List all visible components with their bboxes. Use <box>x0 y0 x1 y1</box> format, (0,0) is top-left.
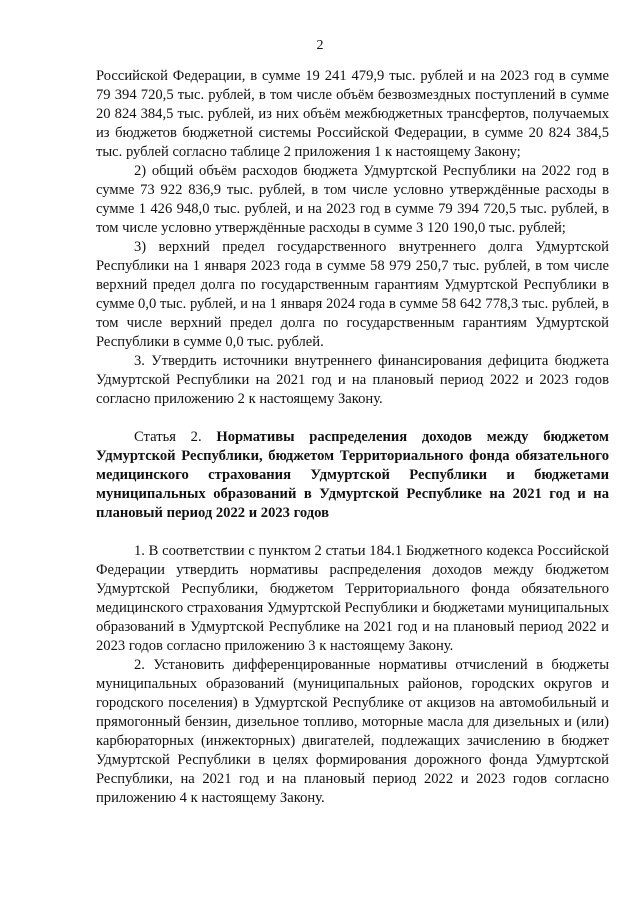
article-title: Нормативы распределения доходов между бюджетом Удмуртской Республики, бюджетом Территориального фонда обязательного медицинского страхования Удмуртской Республики и бюджетами муниципальных образований в Удмуртской Республике на 2021 год и на плановый период 2022 и 2023 годов <box>96 429 609 521</box>
paragraph-expenditure-total: 2) общий объём расходов бюджета Удмуртской Республики на 2022 год в сумме 73 922 836,9 тыс. рублей, в том числе условно утверждённые расходы в сумме 1 426 948,0 тыс. рублей, и на 2023 год в сумме 79 394 720,5 тыс. рублей, в том числе условно утверждённые расходы в сумме 3 120 190,0 тыс. рублей; <box>96 163 609 236</box>
paragraph-revenue-norms: 1. В соответствии с пунктом 2 статьи 184.1 Бюджетного кодекса Российской Федерации утвердить нормативы распределения доходов между бюджетом Удмуртской Республики, бюджетом Территориального фонда обязательного медицинского страхования Удмуртской Республики и бюджетами муниципальных образований в Удмуртской Республике на 2021 год и на плановый период 2022 и 2023 годов согласно приложению 3 к настоящему Закону. <box>96 543 609 654</box>
article-heading <box>96 428 609 523</box>
article-label: Статья 2. <box>134 429 202 445</box>
paragraph-debt-limit: 3) верхний предел государственного внутреннего долга Удмуртской Республики на 1 января 2023 года в сумме 58 979 250,7 тыс. рублей, в том числе верхний предел долга по государственным гарантиям Удмуртской Республики в сумме 0,0 тыс. рублей, и на 1 января 2024 года в сумме 58 642 778,3 тыс. рублей, в том числе верхний предел долга по государственным гарантиям Удмуртской Республики в сумме 0,0 тыс. рублей. <box>96 239 609 350</box>
paragraph-excise-norms: 2. Установить дифференцированные нормативы отчислений в бюджеты муниципальных образований (муниципальных районов, городских округов и городского поселения) в Удмуртской Республике от акцизов на автомобильный и прямогонный бензин, дизельное топливо, моторные масла для дизельных и (или) карбюраторных (инжекторных) двигателей, подлежащих зачислению в бюджет Удмуртской Республики в целях формирования дорожного фонда Удмуртской Республики, на 2021 год и на плановый период 2022 и 2023 годов согласно приложению 4 к настоящему Закону. <box>96 657 609 806</box>
paragraph-deficit-sources: 3. Утвердить источники внутреннего финансирования дефицита бюджета Удмуртской Республики на 2021 год и на плановый период 2022 и 2023 годов согласно приложению 2 к настоящему Закону. <box>96 353 609 407</box>
document-body <box>96 67 609 808</box>
paragraph-revenue-2023: Российской Федерации, в сумме 19 241 479,9 тыс. рублей и на 2023 год в сумме 79 394 720,5 тыс. рублей, в том числе объём безвозмездных поступлений в сумме 20 824 384,5 тыс. рублей, из них объём межбюджетных трансфертов, получаемых из бюджетов бюджетной системы Российской Федерации, в сумме 20 824 384,5 тыс. рублей согласно таблице 2 приложения 1 к настоящему Закону; <box>96 68 609 160</box>
page-number: 2 <box>316 38 324 53</box>
